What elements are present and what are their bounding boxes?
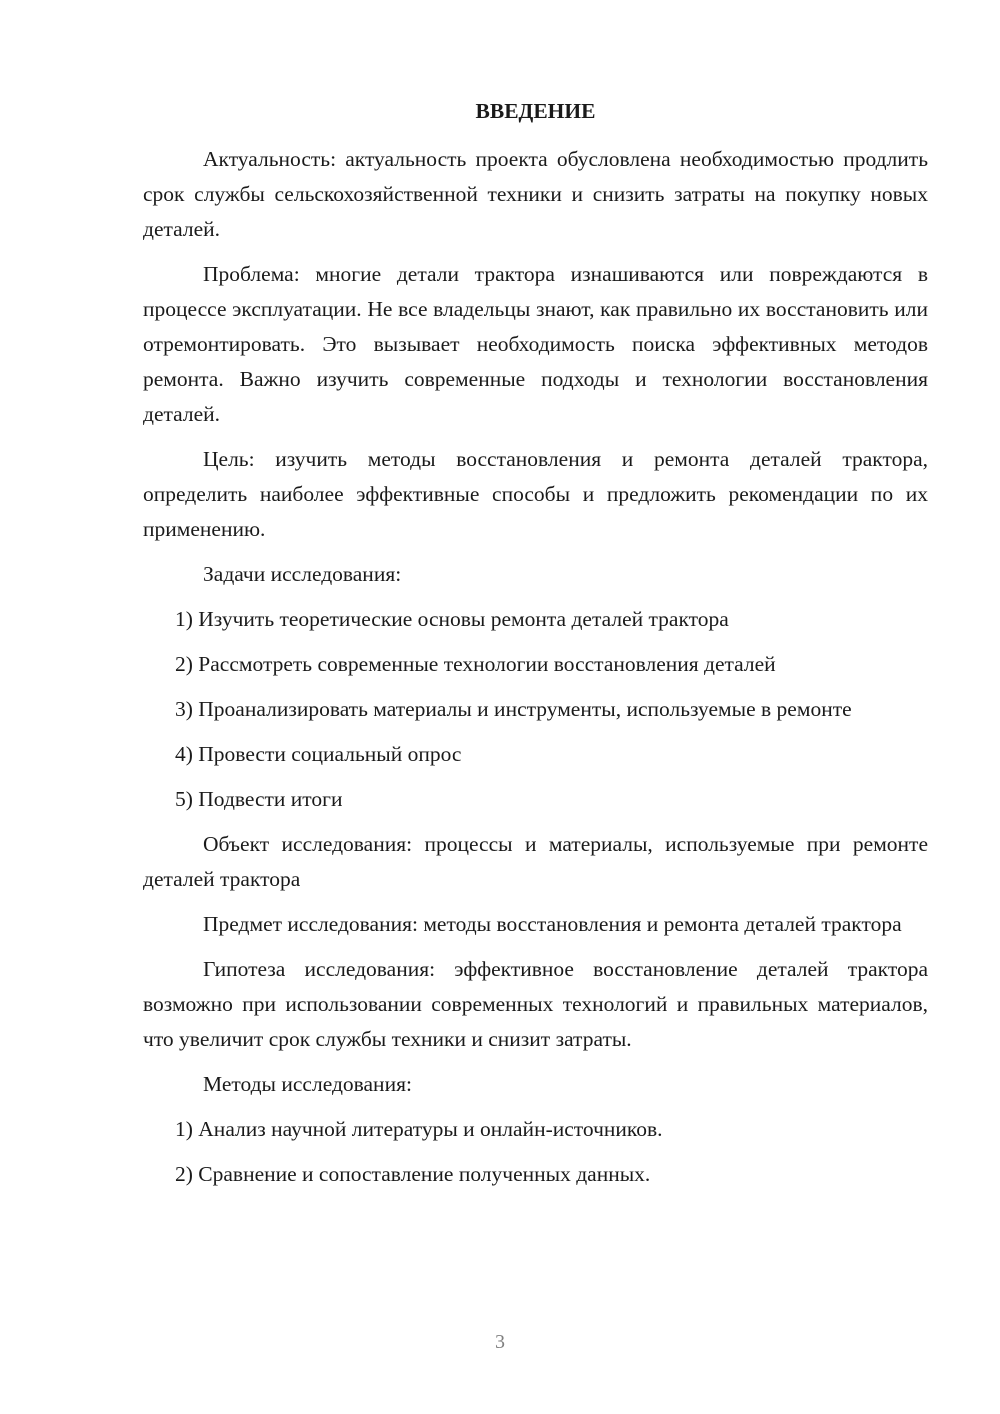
task-item: 3) Проанализировать материалы и инструменты, используемые в ремонте: [175, 697, 852, 721]
task-item: 1) Изучить теоретические основы ремонта деталей трактора: [175, 607, 729, 631]
relevance-paragraph: Актуальность: актуальность проекта обусловлена необходимостью продлить срок службы сельскохозяйственной техники и снизить затраты на покупку новых деталей.: [143, 147, 928, 241]
task-item: 4) Провести социальный опрос: [175, 742, 462, 766]
object-paragraph: Объект исследования: процессы и материалы, используемые при ремонте деталей трактора: [143, 832, 928, 891]
task-item: 5) Подвести итоги: [175, 787, 343, 811]
section-title: ВВЕДЕНИЕ: [475, 99, 596, 123]
tasks-heading: Задачи исследования:: [203, 562, 402, 586]
methods-heading: Методы исследования:: [203, 1072, 412, 1096]
subject-paragraph: Предмет исследования: методы восстановления и ремонта деталей трактора: [203, 912, 902, 936]
method-item: 1) Анализ научной литературы и онлайн-источников.: [175, 1117, 663, 1141]
hypothesis-paragraph: Гипотеза исследования: эффективное восстановление деталей трактора возможно при использовании современных технологий и правильных материалов, что увеличит срок службы техники и снизит затраты.: [143, 957, 928, 1051]
page-number: 3: [495, 1331, 505, 1353]
task-item: 2) Рассмотреть современные технологии восстановления деталей: [175, 652, 776, 676]
goal-paragraph: Цель: изучить методы восстановления и ремонта деталей трактора, определить наиболее эффективные способы и предложить рекомендации по их применению.: [143, 447, 928, 541]
page-content: [143, 94, 928, 1192]
problem-paragraph: Проблема: многие детали трактора изнашиваются или повреждаются в процессе эксплуатации. Не все владельцы знают, как правильно их восстановить или отремонтировать. Это вызывает необходимость поиска эффективных методов ремонта. Важно изучить современные подходы и технологии восстановления деталей.: [143, 262, 928, 426]
method-item: 2) Сравнение и сопоставление полученных данных.: [175, 1162, 651, 1186]
